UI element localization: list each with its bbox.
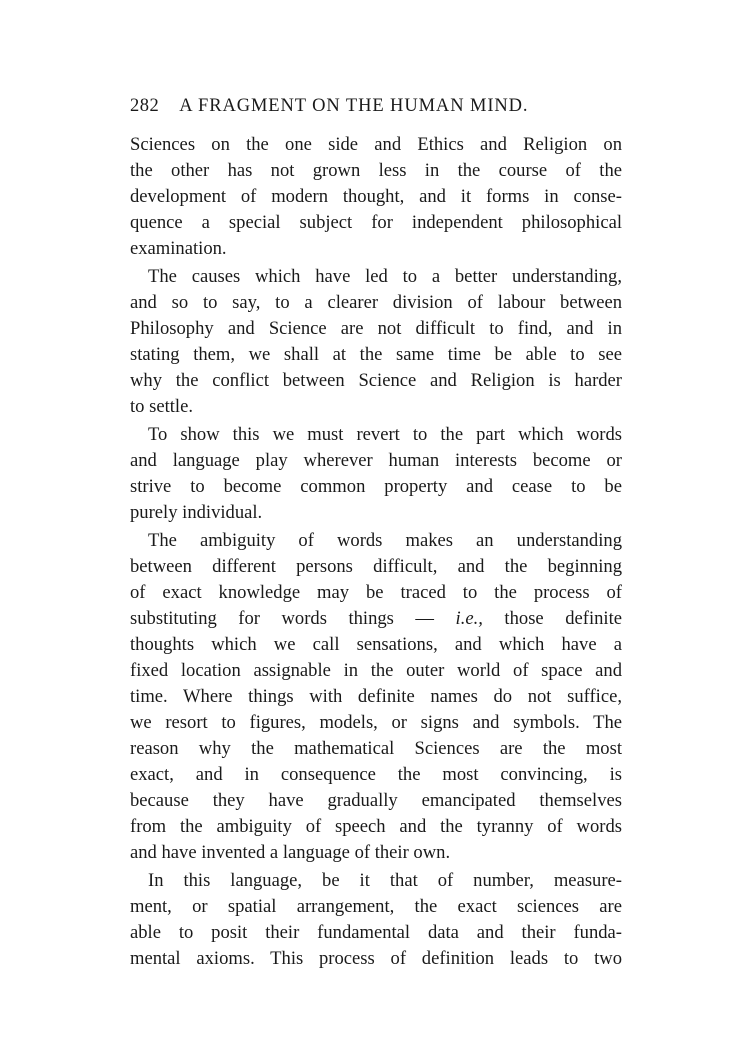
page-number: 282 (130, 96, 160, 116)
text-line: purely individual. (130, 502, 263, 523)
body-text (130, 132, 622, 972)
running-head (130, 96, 622, 132)
text-line: ment, or spatial arrangement, the exact sciences are (130, 896, 622, 917)
text-line: The causes which have led to a better understanding, (148, 266, 622, 287)
paragraph-5 (130, 868, 622, 972)
text-line: because they have gradually emancipated themselves (130, 790, 622, 811)
text-line: fixed location assignable in the outer world of space and (130, 660, 622, 681)
paragraph-1 (130, 132, 622, 262)
text-line: examination. (130, 238, 227, 259)
text-line: time. Where things with definite names do not suffice, (130, 686, 622, 707)
text-line: Philosophy and Science are not difficult to find, and in (130, 318, 622, 339)
text-line: of exact knowledge may be traced to the process of (130, 582, 622, 603)
text-line: from the ambiguity of speech and the tyranny of words (130, 816, 622, 837)
text-segment: substituting for words things — (130, 608, 456, 629)
text-line: Sciences on the one side and Ethics and Religion on (130, 134, 622, 155)
text-line: and so to say, to a clearer division of labour between (130, 292, 622, 313)
text-line: In this language, be it that of number, measure- (148, 870, 622, 891)
text-line-with-italic (130, 606, 622, 632)
text-line: we resort to figures, models, or signs and symbols. The (130, 712, 622, 733)
text-segment: those definite (482, 608, 622, 629)
text-line: and language play wherever human interests become or (130, 450, 622, 471)
text-line: thoughts which we call sensations, and which have a (130, 634, 622, 655)
text-line: The ambiguity of words makes an understanding (148, 530, 622, 551)
paragraph-2 (130, 264, 622, 420)
text-line: why the conflict between Science and Religion is harder (130, 370, 622, 391)
text-line: development of modern thought, and it forms in conse- (130, 186, 622, 207)
text-line: able to posit their fundamental data and their funda- (130, 922, 622, 943)
text-line: reason why the mathematical Sciences are the most (130, 738, 622, 759)
paragraph-4 (130, 528, 622, 866)
text-line: quence a special subject for independent philosophical (130, 212, 622, 233)
text-line: between different persons difficult, and the beginning (130, 556, 622, 577)
text-line: and have invented a language of their own. (130, 842, 451, 863)
paragraph-3 (130, 422, 622, 526)
text-line: To show this we must revert to the part which words (148, 424, 622, 445)
text-line: stating them, we shall at the same time be able to see (130, 344, 622, 365)
book-page (130, 96, 622, 972)
text-line: exact, and in consequence the most convincing, is (130, 764, 622, 785)
italic-abbreviation: i.e., (455, 608, 483, 629)
text-line: mental axioms. This process of definition leads to two (130, 948, 622, 969)
text-line: strive to become common property and cease to be (130, 476, 622, 497)
text-line: the other has not grown less in the course of the (130, 160, 622, 181)
text-line: to settle. (130, 396, 193, 417)
running-title: A FRAGMENT ON THE HUMAN MIND. (179, 96, 529, 116)
